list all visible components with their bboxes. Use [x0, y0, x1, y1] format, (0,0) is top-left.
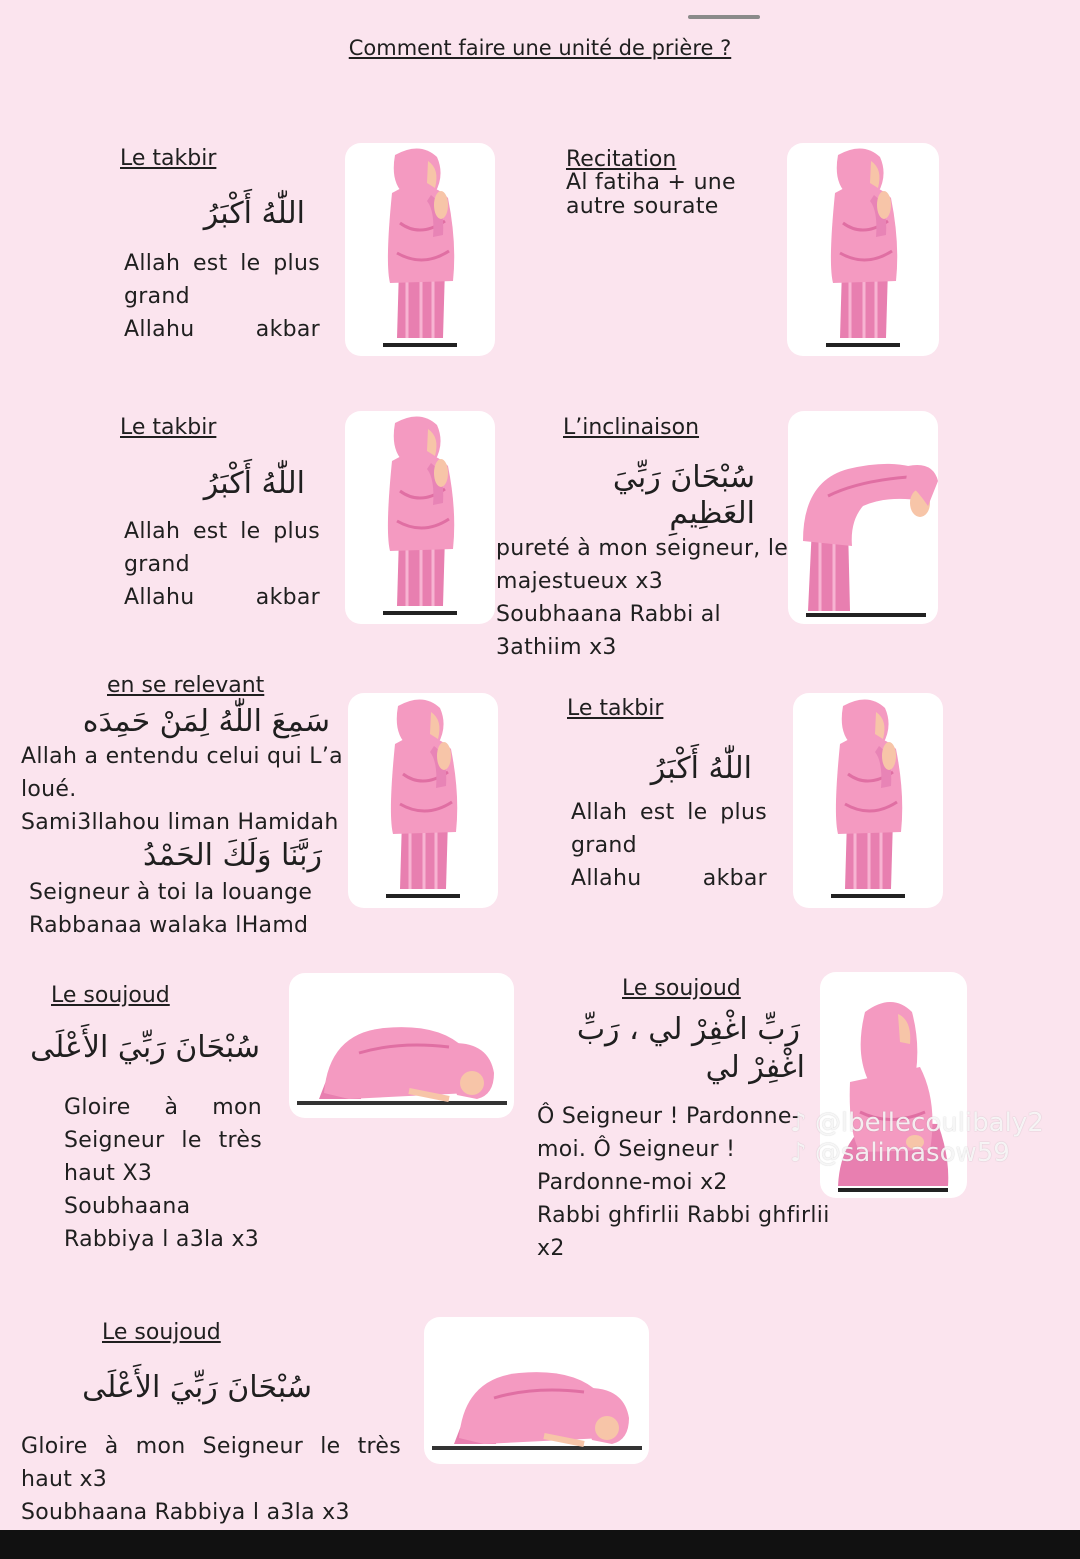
step4-line: pureté à mon seigneur, le: [496, 536, 789, 561]
step6-text: [571, 796, 767, 895]
page-title: Comment faire une unité de prière ?: [348, 36, 732, 60]
step5-line: Rabbanaa walaka lHamd: [29, 913, 309, 938]
step1-line: grand: [124, 284, 190, 309]
step3-text: [124, 515, 320, 614]
step3-heading: Le takbir: [120, 415, 217, 440]
step3-line: Allah est le plus: [124, 519, 320, 544]
step2-line: Al fatiha + une: [566, 170, 736, 195]
step5-arabic-line2: رَبَّنَا وَلَكَ الحَمْدُ: [143, 838, 322, 873]
step3-arabic: اللّٰهُ أَكْبَرُ: [203, 466, 305, 501]
step9-line: haut x3: [21, 1467, 108, 1492]
step4-line: 3athiim x3: [496, 635, 617, 660]
step5-text1: [21, 740, 343, 839]
prostrating-woman-image: [289, 973, 514, 1118]
step7-heading: Le soujoud: [51, 983, 170, 1008]
step8-arabic-line1: رَبِّ اغْفِرْ لي ، رَبِّ: [576, 1012, 800, 1047]
watermark-2: ♪ @salimasow59: [790, 1138, 1010, 1168]
standing-reciting-woman-image: [787, 143, 939, 356]
step1-arabic: اللّٰهُ أَكْبَرُ: [203, 196, 305, 231]
step6-line: Allah est le plus: [571, 800, 767, 825]
step8-heading: Le soujoud: [622, 976, 741, 1001]
step7-line: Soubhaana: [64, 1194, 191, 1219]
bowing-woman-image: [788, 411, 938, 624]
step5-line: Seigneur à toi la louange: [29, 880, 313, 905]
step1-text: [124, 247, 320, 346]
step4-text: [496, 532, 788, 664]
step8-line: moi. Ô Seigneur !: [537, 1137, 736, 1162]
step7-line: Rabbiya l a3la x3: [64, 1227, 260, 1252]
step2-text: [566, 171, 736, 219]
step2-line: autre sourate: [566, 194, 719, 219]
step5-text2: [29, 876, 312, 942]
step4-heading: L’inclinaison: [563, 415, 700, 440]
bottom-bar: [0, 1530, 1080, 1559]
step8-line: Pardonne-moi x2: [537, 1170, 728, 1195]
step4-line: Soubhaana Rabbi al: [496, 602, 721, 627]
step1-heading: Le takbir: [120, 146, 217, 171]
standing-takbir-woman-image: [345, 411, 495, 624]
step9-line: Gloire à mon Seigneur le très: [21, 1434, 401, 1459]
step1-line: Allahu akbar: [124, 317, 320, 342]
step8-text: [537, 1100, 830, 1265]
step7-line: Seigneur le très: [64, 1128, 262, 1153]
step5-line: loué.: [21, 777, 77, 802]
step5-line: Sami3llahou liman Hamidah: [21, 810, 339, 835]
step7-text: [64, 1091, 262, 1256]
step9-heading: Le soujoud: [102, 1320, 221, 1345]
step4-arabic-line1: سُبْحَانَ رَبِّيَ: [612, 460, 755, 495]
standing-rising-woman-image: [348, 693, 498, 908]
step5-arabic-line1: سَمِعَ اللّٰهُ لِمَنْ حَمِدَه: [82, 704, 330, 739]
step6-line: Allahu akbar: [571, 866, 767, 891]
step3-line: Allahu akbar: [124, 585, 320, 610]
prostrating-woman-image-2: [424, 1317, 649, 1464]
standing-takbir-woman-image-2: [793, 693, 943, 908]
drag-handle[interactable]: [688, 15, 760, 19]
standing-praying-woman-image: [345, 143, 495, 356]
step4-arabic-line2: العَظِيمِ: [669, 496, 755, 531]
step5-heading: en se relevant: [107, 673, 265, 698]
step8-line: x2: [537, 1236, 565, 1261]
step7-line: Gloire à mon: [64, 1095, 262, 1120]
step7-line: haut X3: [64, 1161, 153, 1186]
step9-arabic: سُبْحَانَ رَبِّيَ الأَعْلَى: [82, 1370, 312, 1405]
step2-heading: Recitation: [566, 147, 677, 172]
step6-line: grand: [571, 833, 637, 858]
step1-line: Allah est le plus: [124, 251, 320, 276]
step8-arabic-line2: اغْفِرْ لي: [705, 1050, 805, 1085]
step6-heading: Le takbir: [567, 696, 664, 721]
step4-line: majestueux x3: [496, 569, 663, 594]
step8-line: Rabbi ghfirlii Rabbi ghfirlii: [537, 1203, 830, 1228]
step3-line: grand: [124, 552, 190, 577]
step8-line: Ô Seigneur ! Pardonne-: [537, 1104, 800, 1129]
step9-text: [21, 1430, 401, 1529]
step7-arabic: سُبْحَانَ رَبِّيَ الأَعْلَى: [30, 1030, 260, 1065]
step9-line: Soubhaana Rabbiya l a3la x3: [21, 1500, 350, 1525]
step6-arabic: اللّٰهُ أَكْبَرُ: [650, 751, 752, 786]
watermark-1: ♪ @lbellecoulibaly2: [790, 1108, 1044, 1138]
step5-line: Allah a entendu celui qui L’a: [21, 744, 343, 769]
